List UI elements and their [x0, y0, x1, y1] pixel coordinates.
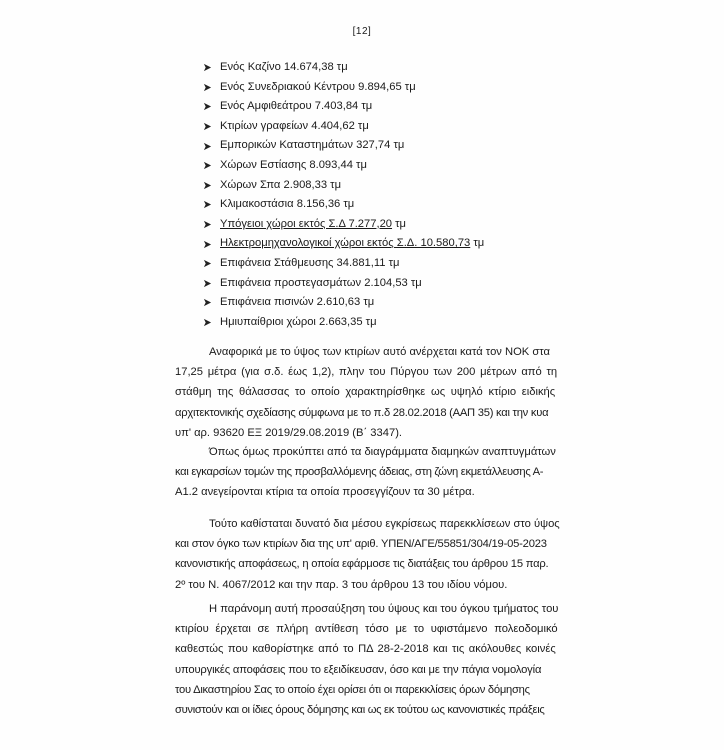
page-number: [12]	[352, 26, 372, 37]
list-item: Ενός Αμφιθεάτρου 7.403,84 τμ	[203, 97, 484, 117]
list-item: Εμπορικών Καταστημάτων 327,74 τμ	[203, 136, 484, 156]
arrow-bullet-icon	[203, 200, 218, 209]
arrow-bullet-icon	[203, 220, 218, 229]
arrow-bullet-icon	[203, 142, 218, 151]
arrow-bullet-icon	[203, 102, 218, 111]
arrow-bullet-icon	[203, 259, 218, 268]
arrow-bullet-icon	[203, 122, 218, 131]
list-item: Χώρων Εστίασης 8.093,44 τμ	[203, 156, 484, 176]
arrow-bullet-icon	[203, 279, 218, 288]
list-item: Ενός Καζίνο 14.674,38 τμ	[203, 58, 484, 78]
list-item: Επιφάνεια πισινών 2.610,63 τμ	[203, 293, 484, 313]
arrow-bullet-icon	[203, 240, 218, 249]
list-item: Επιφάνεια προστεγασμάτων 2.104,53 τμ	[203, 274, 484, 294]
area-bullet-list	[203, 58, 484, 332]
list-item: Κτιρίων γραφείων 4.404,62 τμ	[203, 117, 484, 137]
list-item: Υπόγειοι χώροι εκτός Σ.Δ 7.277,20 τμ	[203, 215, 484, 235]
list-item: Ημιυπαίθριοι χώροι 2.663,35 τμ	[203, 313, 484, 333]
paragraph-illegal-increase: Η παράνομη αυτή προσαύξηση του ύψους και του όγκου τμήματος του κτιρίου έρχεται σε πλήρη αντίθεση τόσο με το υφιστάμενο πολεοδομικό καθεστώς που καθορίστηκε από το ΠΔ 28-2-2018 και τις ακόλουθες κοινές υπουργικές αποφάσεις που το εξειδίκευσαν, όσο και με την πάγια νομολογία του Δικαστηρίου Σας το οποίο έχει ορίσει ότι οι παρεκκλίσεις όρων δόμησης συνιστούν και οι ίδιες όρους δόμησης και ως εκ τούτου ως κανονιστικές πράξεις	[175, 603, 559, 717]
paragraph-deviations: Τούτο καθίσταται δυνατό δια μέσου εγκρίσεως παρεκκλίσεων στο ύψος και στον όγκο των κτιρίων δια της υπ' αριθ. ΥΠΕΝ/ΑΓΕ/55851/304/19-05-2023 κανονιστικής αποφάσεως, η οποία εφάρμοσε τις διατάξεις του άρθρου 15 παρ. 2º του Ν. 4067/2012 και την παρ. 3 του άρθρου 13 του ιδίου νόμου.	[175, 518, 560, 591]
arrow-bullet-icon	[203, 161, 218, 170]
list-item: Ενός Συνεδριακού Κέντρου 9.894,65 τμ	[203, 78, 484, 98]
list-item: Επιφάνεια Στάθμευσης 34.881,11 τμ	[203, 254, 484, 274]
arrow-bullet-icon	[203, 83, 218, 92]
arrow-bullet-icon	[203, 63, 218, 72]
arrow-bullet-icon	[203, 181, 218, 190]
list-item: Χώρων Σπα 2.908,33 τμ	[203, 176, 484, 196]
list-item: Ηλεκτρομηχανολογικοί χώροι εκτός Σ.Δ. 10.580,73 τμ	[203, 234, 484, 254]
list-item: Κλιμακοστάσια 8.156,36 τμ	[203, 195, 484, 215]
arrow-bullet-icon	[203, 298, 218, 307]
paragraph-diagrams: Όπως όμως προκύπτει από τα διαγράμματα διαμηκών αναπτυγμάτων και εγκαρσίων τομών της προσβαλλόμενης άδειας, στη ζώνη εκμετάλλευσης Α- Α1.2 ανεγείρονται κτίρια τα οποία προσεγγίζουν τα 30 μέτρα.	[175, 446, 556, 499]
paragraph-building-height: Αναφορικά με το ύψος των κτιρίων αυτό ανέρχεται κατά τον ΝΟΚ στα 17,25 μέτρα (για σ.δ. έως 1,2), πλην του Πύργου των 200 μέτρων από τη στάθμη της θάλασσας το οποίο χαρακτηρίσθηκε ως υψηλό κτίριο ειδικής αρχιτεκτονικής σχεδίασης σύμφωνα με το π.δ 28.02.2018 (ΑΑΠ 35) και την κυα υπ' αρ. 93620 ΕΞ 2019/29.08.2019 (Β΄ 3347).	[175, 346, 558, 439]
arrow-bullet-icon	[203, 318, 218, 327]
